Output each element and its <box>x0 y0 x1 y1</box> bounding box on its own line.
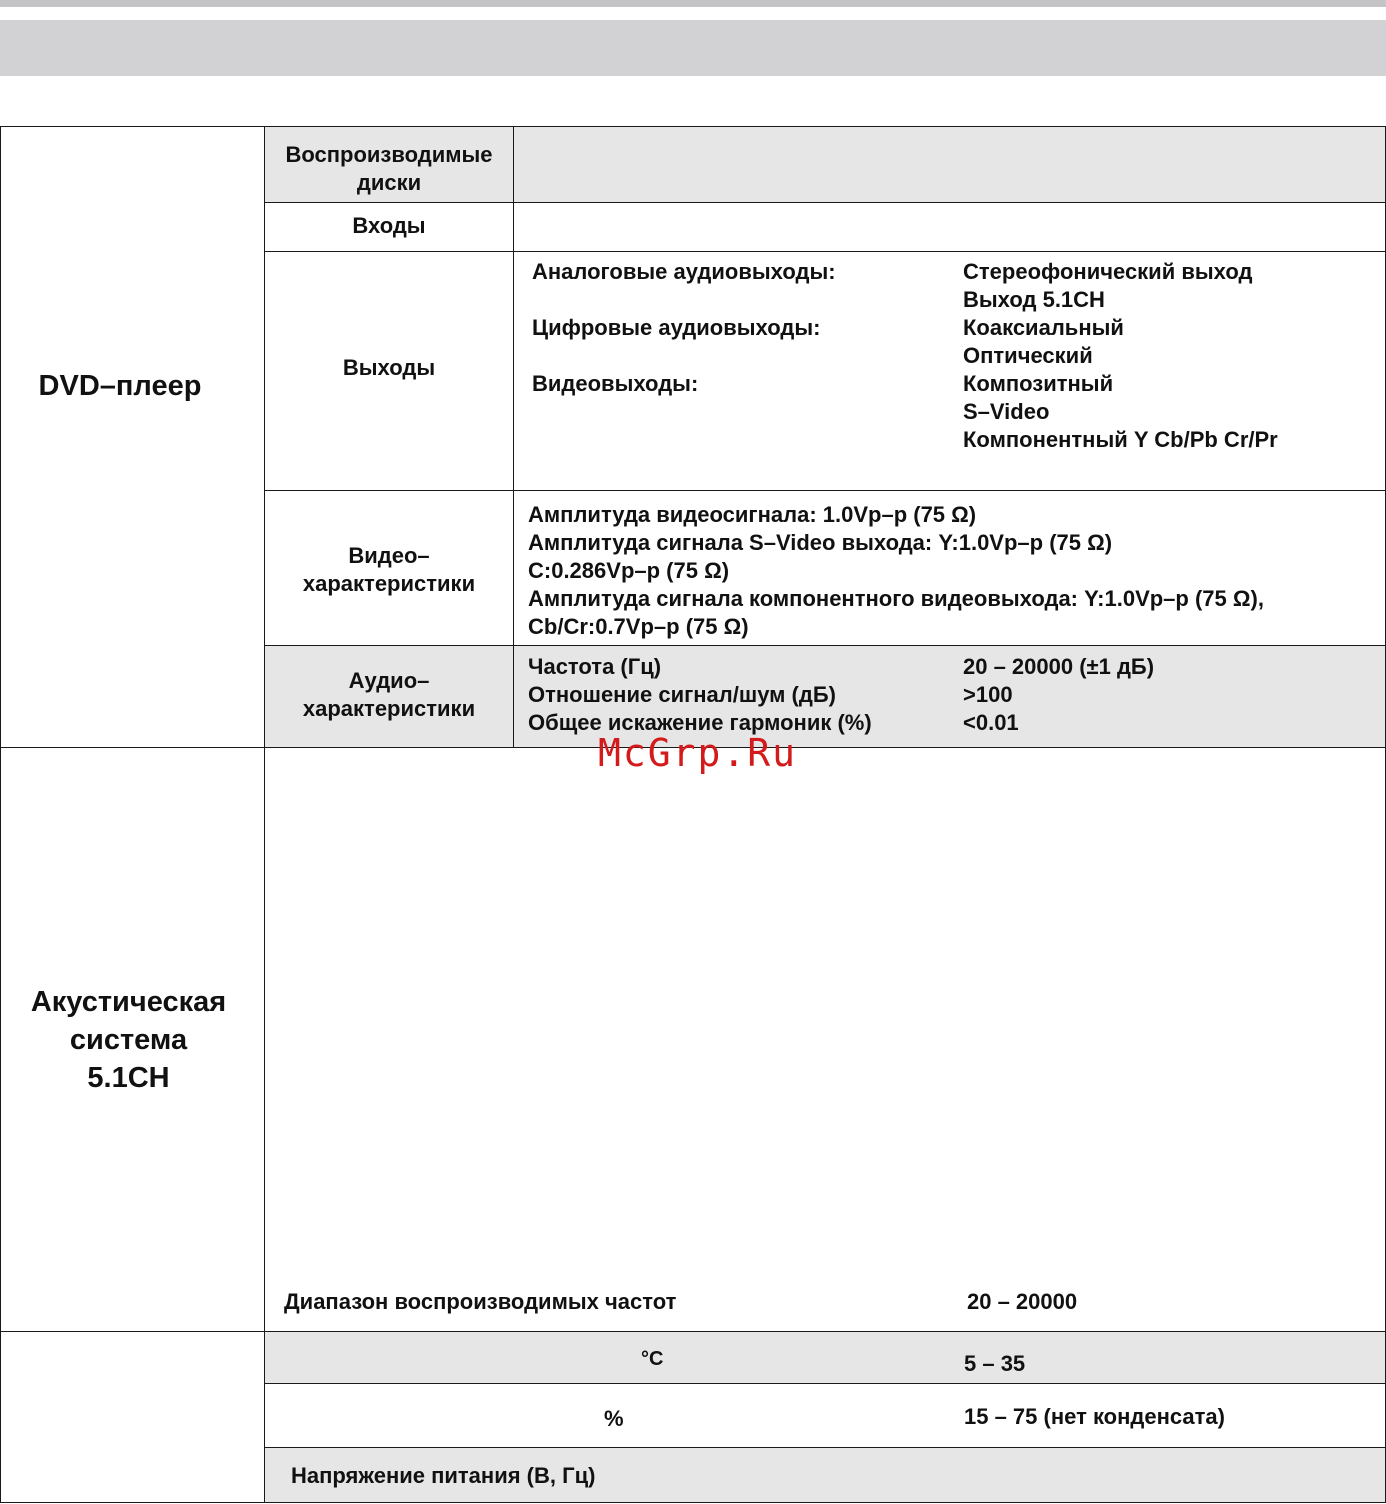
outputs-label: Выходы <box>342 355 436 380</box>
analog-output-value: Стереофонический выход <box>963 259 1253 284</box>
discs-label-line1: Воспроизводимые <box>285 142 493 167</box>
digital-outputs-label: Цифровые аудиовыходы: <box>532 315 821 340</box>
video-char-line: Cb/Cr:0.7Vp–p (75 Ω) <box>528 614 749 639</box>
audio-param-label: Общее искажение гармоник (%) <box>528 710 872 735</box>
analog-outputs-label: Аналоговые аудиовыходы: <box>532 259 836 284</box>
digital-output-value: Оптический <box>963 343 1093 368</box>
top-rule <box>0 0 1386 7</box>
video-output-value: S–Video <box>963 399 1050 424</box>
video-char-line: C:0.286Vp–p (75 Ω) <box>528 558 730 583</box>
header-band <box>0 20 1386 76</box>
freq-range-label: Диапазон воспроизводимых частот <box>284 1289 677 1314</box>
audio-param-value: 20 – 20000 (±1 дБ) <box>963 654 1155 679</box>
dvd-section-title: DVD–плеер <box>38 370 202 402</box>
audio-param-label: Отношение сигнал/шум (дБ) <box>528 682 836 707</box>
humidity-unit: % <box>604 1406 624 1431</box>
audio-char-label-line1: Аудио– <box>348 668 430 693</box>
power-supply-label: Напряжение питания (В, Гц) <box>291 1463 596 1488</box>
video-outputs-label: Видеовыходы: <box>532 371 699 396</box>
temperature-value: 5 – 35 <box>964 1351 1026 1376</box>
audio-param-label: Частота (Гц) <box>528 654 662 679</box>
speaker-title-line3: 5.1CH <box>87 1062 170 1094</box>
temp-row-bg <box>265 1332 1385 1383</box>
audio-char-label-line2: характеристики <box>302 696 476 721</box>
watermark: McGrp.Ru <box>598 731 798 775</box>
analog-output-value: Выход 5.1CH <box>963 287 1105 312</box>
temperature-unit: °C <box>641 1348 664 1370</box>
video-char-line: Амплитуда видеосигнала: 1.0Vp–p (75 Ω) <box>528 502 977 527</box>
audio-param-value: >100 <box>963 682 1013 707</box>
video-char-line: Амплитуда сигнала компонентного видеовыхода: Y:1.0Vp–p (75 Ω), <box>528 586 1264 611</box>
speaker-title-line1: Акустическая <box>30 986 227 1018</box>
audio-param-value: <0.01 <box>963 710 1019 735</box>
digital-output-value: Коаксиальный <box>963 315 1124 340</box>
humidity-value: 15 – 75 (нет конденсата) <box>964 1404 1225 1429</box>
inputs-label: Входы <box>352 213 426 238</box>
speaker-title-line2: система <box>69 1024 188 1056</box>
discs-label-line2: диски <box>356 170 422 195</box>
video-char-label-line2: характеристики <box>302 571 476 596</box>
video-char-label-line1: Видео– <box>348 543 430 568</box>
video-output-value: Композитный <box>963 371 1114 396</box>
freq-range-value: 20 – 20000 <box>967 1289 1078 1314</box>
video-char-line: Амплитуда сигнала S–Video выхода: Y:1.0Vp–p (75 Ω) <box>528 530 1113 555</box>
video-output-value: Компонентный Y Cb/Pb Cr/Pr <box>963 427 1278 452</box>
